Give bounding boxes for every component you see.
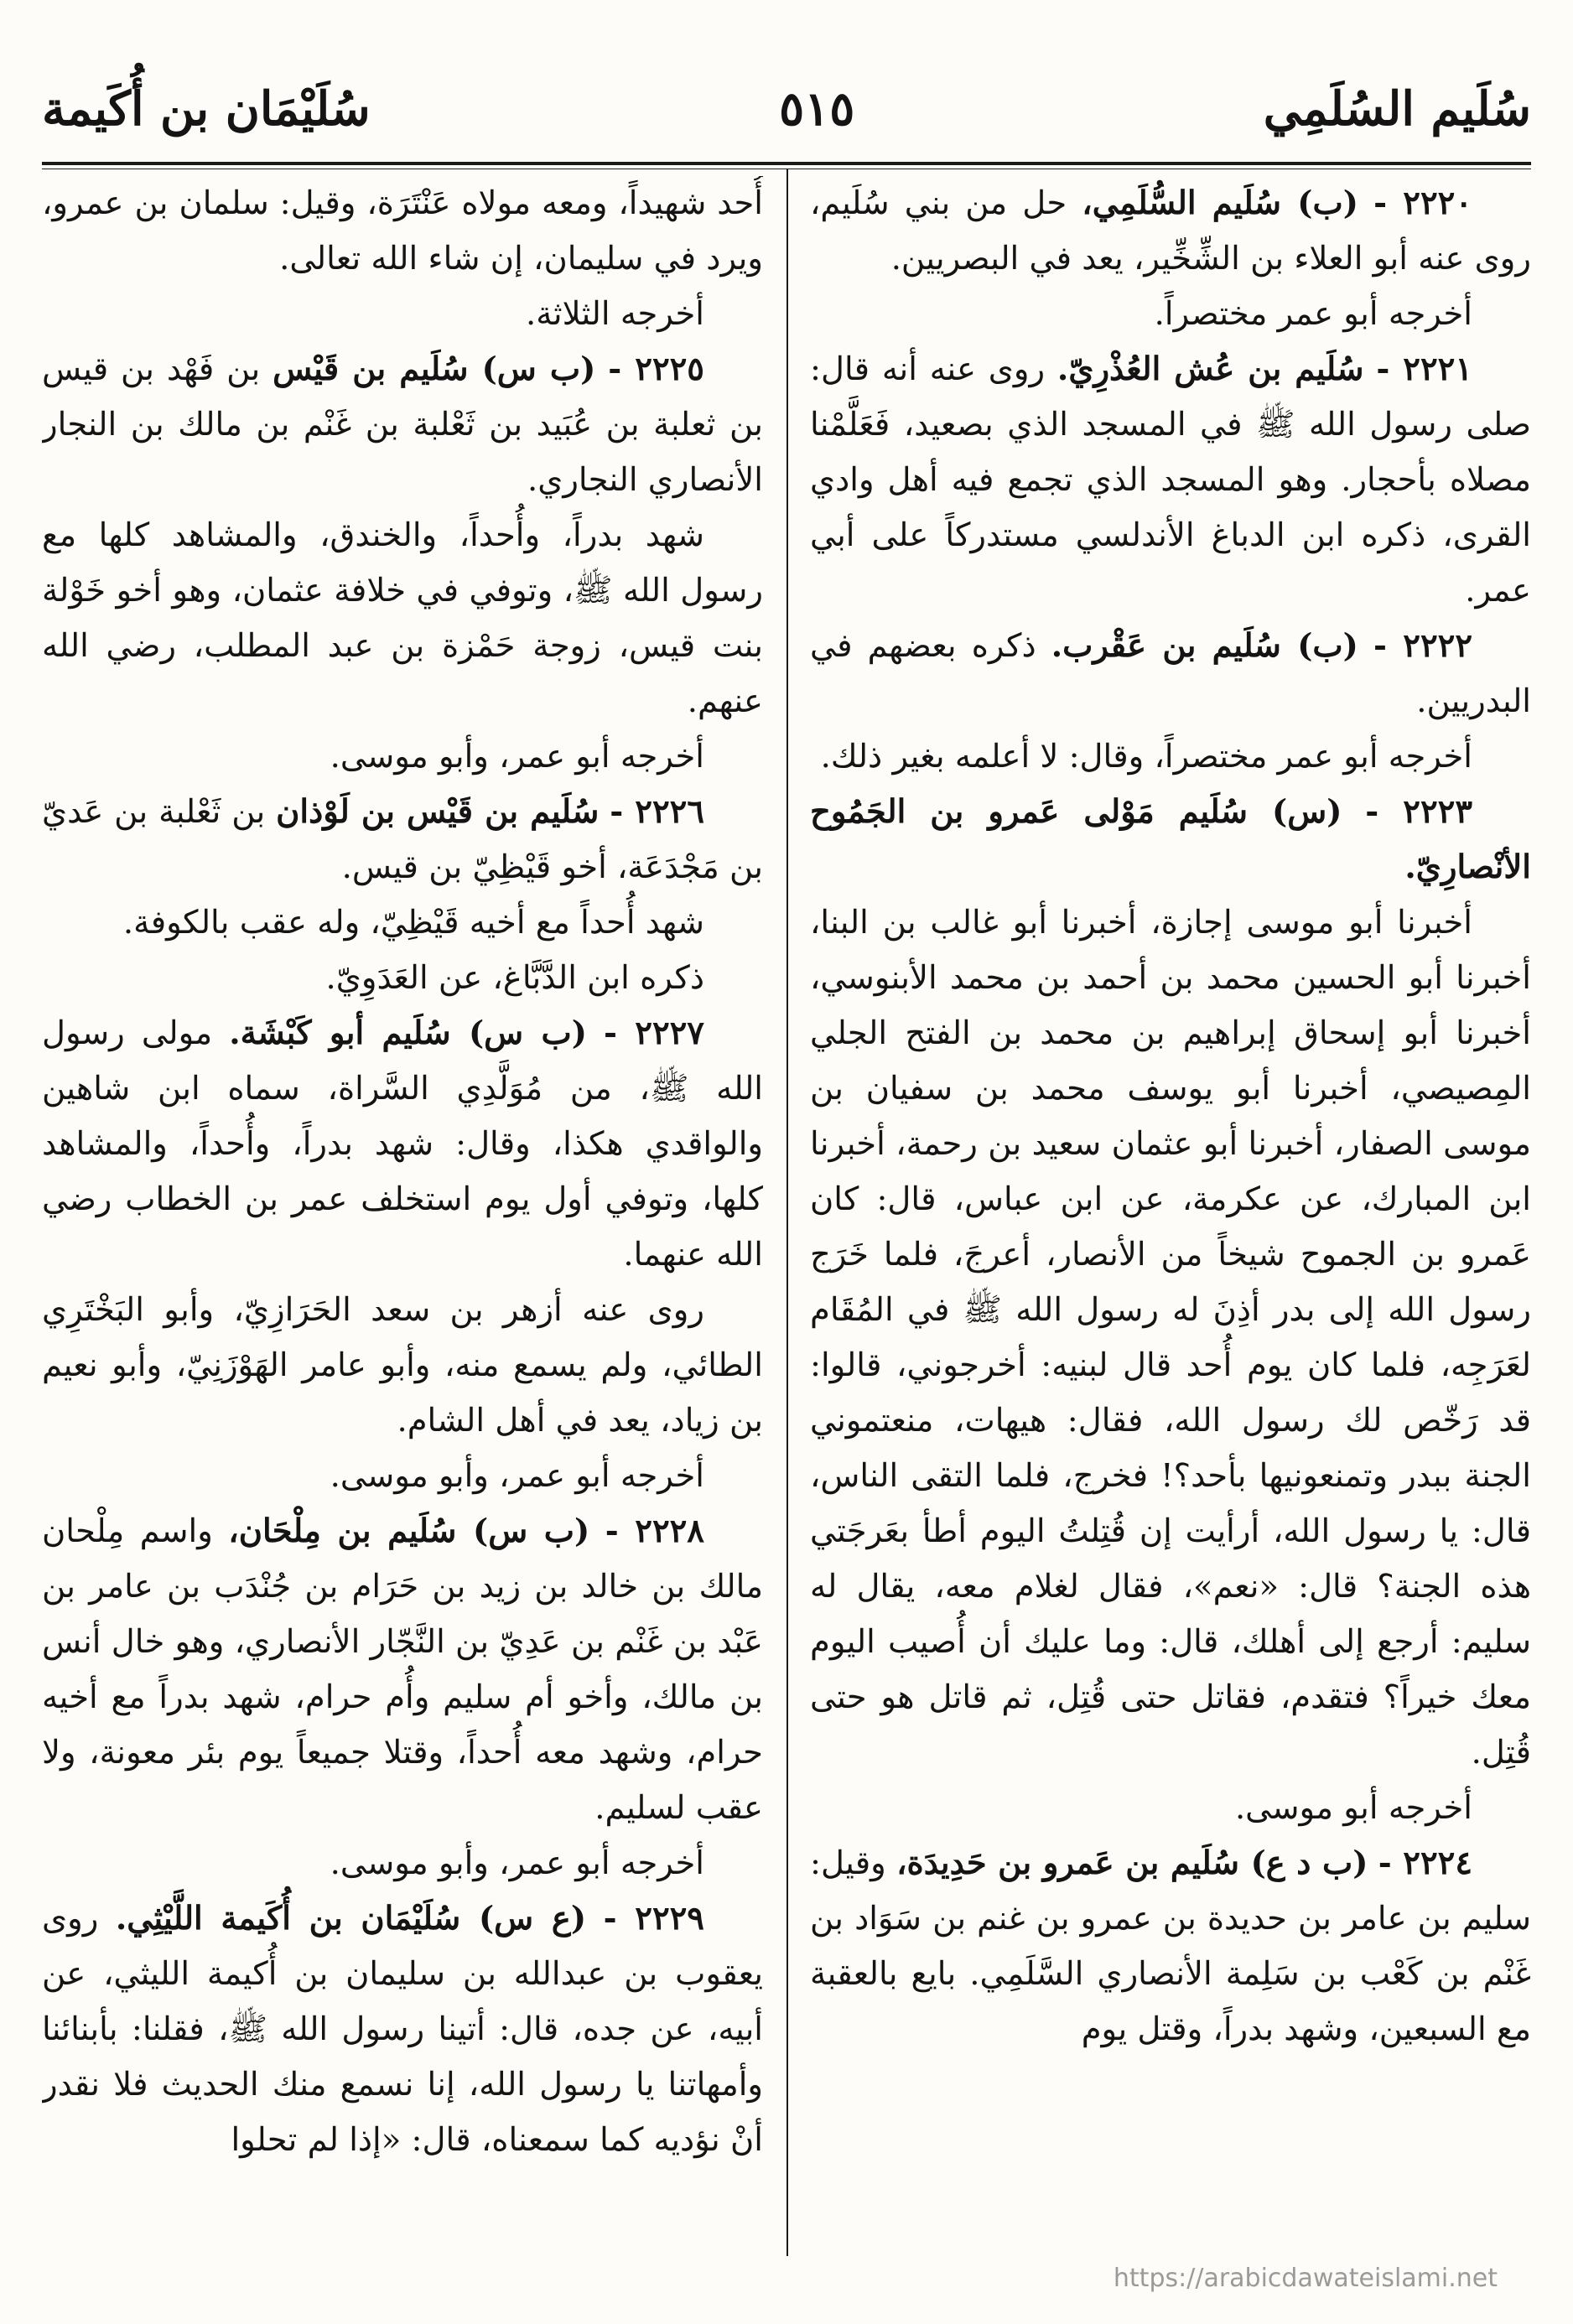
entry-name: سُلَيم بن قَيْس بن لَوْذان [276, 793, 600, 831]
entry-name: سُلَيم بن عُش العُذْرِيّ. [1056, 350, 1364, 388]
source-line: أخرجه أبو عمر، وأبو موسى. [330, 1457, 704, 1495]
entry-text: وقيل: سليم بن عامر بن حديدة بن عمرو بن غنم بن سَوَاد بن غَنْم بن كَعْب بن سَلِمة الأنصاري السَّلَمِي. بايع بالعقبة مع السبعين، وشهد بدراً، وقتل يوم [810, 1844, 1531, 2048]
source-line: أخرجه أبو عمر مختصراً، وقال: لا أعلمه بغير ذلك. [820, 738, 1472, 776]
entry-number: ٢٢٢٢ - [1373, 627, 1472, 665]
column-divider [786, 169, 788, 2256]
entry-text: روى عنه أنه قال: صلى رسول الله ﷺ في المسجد الذي بصعيد، فَعَلَّمْنا مصلاه بأحجار. وهو المسجد الذي تجمع فيه أهل وادي القرى، ذكره ابن الدباغ الأندلسي مستدركاً على أبي عمر. [810, 350, 1531, 610]
left-column [42, 176, 763, 2247]
entry-text: بن ثَعْلبة بن عَديّ بن مَجْدَعَة، أخو قَيْظِيّ بن قيس. [42, 793, 763, 886]
body-paragraph: أخبرنا أبو موسى إجازة، أخبرنا أبو غالب بن البنا، أخبرنا أبو الحسين محمد بن أحمد بن محمد الأبنوسي، أخبرنا أبو إسحاق إبراهيم بن محمد بن الفتح الجلي المِصيصي، أخبرنا أبو يوسف محمد بن سفيان بن موسى الصفار، أخبرنا أبو عثمان سعيد بن رحمة، أخبرنا ابن المبارك، عن عكرمة، عن ابن عباس، قال: كان عَمرو بن الجموح شيخاً من الأنصار، أعرجَ، فلما خَرَج رسول الله إلى بدر أذِنَ له رسول الله ﷺ في المُقَام لعَرَجِه، فلما كان يوم أُحد قال لبنيه: أخرجوني، قالوا: قد رَخّص لك رسول الله، فقال: هيهات، منعتموني الجنة ببدر وتمنعونيها بأحد؟! فخرج، فلما التقى الناس، قال: يا رسول الله، أرأيت إن قُتِلتُ اليوم أطأ بعَرجَتي هذه الجنة؟ قال: «نعم»، فقال لغلام معه، يقال له سليم: أرجع إلى أهلك، قال: وما عليك أن أُصيب اليوم معك خيراً؟ فتقدم، فقاتل حتى قُتِل، ثم قاتل هو حتى قُتِل. [810, 904, 1531, 1772]
running-title-right: سُلَيم السُلَمِي [1263, 81, 1531, 137]
entry-text: حل من بني سُلَيم، روى عنه أبو العلاء بن الشِّخِّير، يعد في البصريين. [810, 184, 1531, 278]
entry-number: ٢٢٢٥ - [608, 350, 704, 388]
biography-entry [810, 176, 1531, 287]
biography-entry [810, 619, 1531, 729]
continued-paragraph: أُحد شهيداً، ومعه مولاه عَنْتَرَة، وقيل: سلمان بن عمرو، ويرد في سليمان، إن شاء الله تعالى. [42, 184, 763, 278]
entry-text: ذكره بعضهم في البدريين. [810, 627, 1531, 720]
entry-name: (ب س) سُلَيم أبو كَبْشَة. [229, 1014, 587, 1052]
entry-name: (ب س) سُلَيم بن مِلْحَان، [228, 1512, 590, 1550]
entry-number: ٢٢٢٧ - [604, 1014, 704, 1052]
source-line: أخرجه أبو عمر، وأبو موسى. [330, 1844, 704, 1882]
watermark-url: https://arabicdawateislami.net [1113, 2264, 1498, 2293]
page-header [42, 71, 1531, 147]
source-line: أخرجه الثلاثة. [525, 295, 704, 333]
header-rule [42, 162, 1531, 165]
source-line: ذكره ابن الدَّبَّاغ، عن العَدَوِيّ. [325, 959, 704, 997]
body-paragraph: شهد أُحداً مع أخيه قَيْظِيّ، وله عقب بالكوفة. [122, 904, 704, 942]
entry-text: مولى رسول الله ﷺ، من مُوَلَّدِي السَّراة، سماه ابن شاهين والواقدي هكذا، وقال: شهد بدراً، وأُحداً، والمشاهد كلها، وتوفي أول يوم استخلف عمر بن الخطاب رضي الله عنهما. [42, 1014, 763, 1274]
biography-entry [810, 342, 1531, 619]
right-column [810, 176, 1531, 2247]
entry-name: (ع س) سُلَيْمَان بن أُكَيمة اللَّيْثِي. [115, 1900, 587, 1938]
body-paragraph: روى عنه أزهر بن سعد الحَرَازِيّ، وأبو البَخْتَرِي الطائي، ولم يسمع منه، وأبو عامر الهَوْزَنِيّ، وأبو نعيم بن زياد، يعد في أهل الشام. [42, 1291, 763, 1440]
body-paragraph: شهد بدراً، وأُحداً، والخندق، والمشاهد كلها مع رسول الله ﷺ، وتوفي في خلافة عثمان، وهو أخو خَوْلة بنت قيس، زوجة حَمْزة بن عبد المطلب، رضي الله عنهم. [42, 516, 763, 720]
entry-name: (ب س) سُلَيم بن قَيْس [273, 350, 596, 388]
biography-entry [42, 1891, 763, 2168]
entry-number: ٢٢٢٣ - [1365, 793, 1473, 831]
entry-name: (ب د ع) سُلَيم بن عَمرو بن حَدِيدَة، [896, 1844, 1368, 1882]
biography-entry [42, 342, 763, 508]
biography-entry [42, 785, 763, 895]
entry-number: ٢٢٢٩ - [603, 1900, 704, 1938]
entry-text: واسم مِلْحان مالك بن خالد بن زيد بن حَرَام بن جُنْدَب بن عامر بن عَبْد بن غَنْم بن عَدِيّ بن النَّجّار الأنصاري، وهو خال أنس بن مالك، وأخو أم سليم وأُم حرام، شهد بدراً مع أخيه حرام، وشهد معه أُحداً، وقتلا جميعاً يوم بئر معونة، ولا عقب لسليم. [42, 1512, 763, 1827]
entry-name: (ب) سُلَيم بن عَقْرب. [1051, 627, 1358, 665]
biography-entry [42, 1006, 763, 1283]
running-title-left: سُلَيْمَان بن أُكَيمة [42, 81, 371, 137]
entry-number: ٢٢٢٦ - [610, 793, 704, 831]
biography-entry [42, 1504, 763, 1836]
source-line: أخرجه أبو موسى. [1234, 1789, 1472, 1827]
entry-text: روى يعقوب بن عبدالله بن سليمان بن أُكيمة الليثي، عن أبيه، عن جده، قال: أتينا رسول الله ﷺ، فقلنا: بأبنائنا وأمهاتنا يا رسول الله، إنا نسمع منك الحديث فلا نقدر أنْ نؤديه كما سمعناه، قال: «إذا لم تحلوا [42, 1900, 763, 2159]
biography-entry [810, 785, 1531, 895]
entry-name: (س) سُلَيم مَوْلى عَمرو بن الجَمُوح الأنْصارِيّ. [810, 793, 1531, 886]
source-line: أخرجه أبو عمر، وأبو موسى. [330, 738, 704, 776]
entry-number: ٢٢٢٨ - [605, 1512, 704, 1550]
entry-number: ٢٢٢٠ - [1373, 184, 1472, 222]
entry-text: بن فَهْد بن قيس بن ثعلبة بن عُبَيد بن ثَعْلبة بن غَنْم بن مالك بن النجار الأنصاري النجاري. [42, 350, 763, 499]
source-line: أخرجه أبو عمر مختصراً. [1154, 295, 1472, 333]
entry-number: ٢٢٢٤ - [1378, 1844, 1472, 1882]
page-number: ٥١٥ [779, 81, 855, 137]
entry-name: (ب) سُلَيم السُّلَمِي، [1082, 184, 1358, 222]
entry-number: ٢٢٢١ - [1376, 350, 1472, 388]
biography-entry [810, 1836, 1531, 2057]
